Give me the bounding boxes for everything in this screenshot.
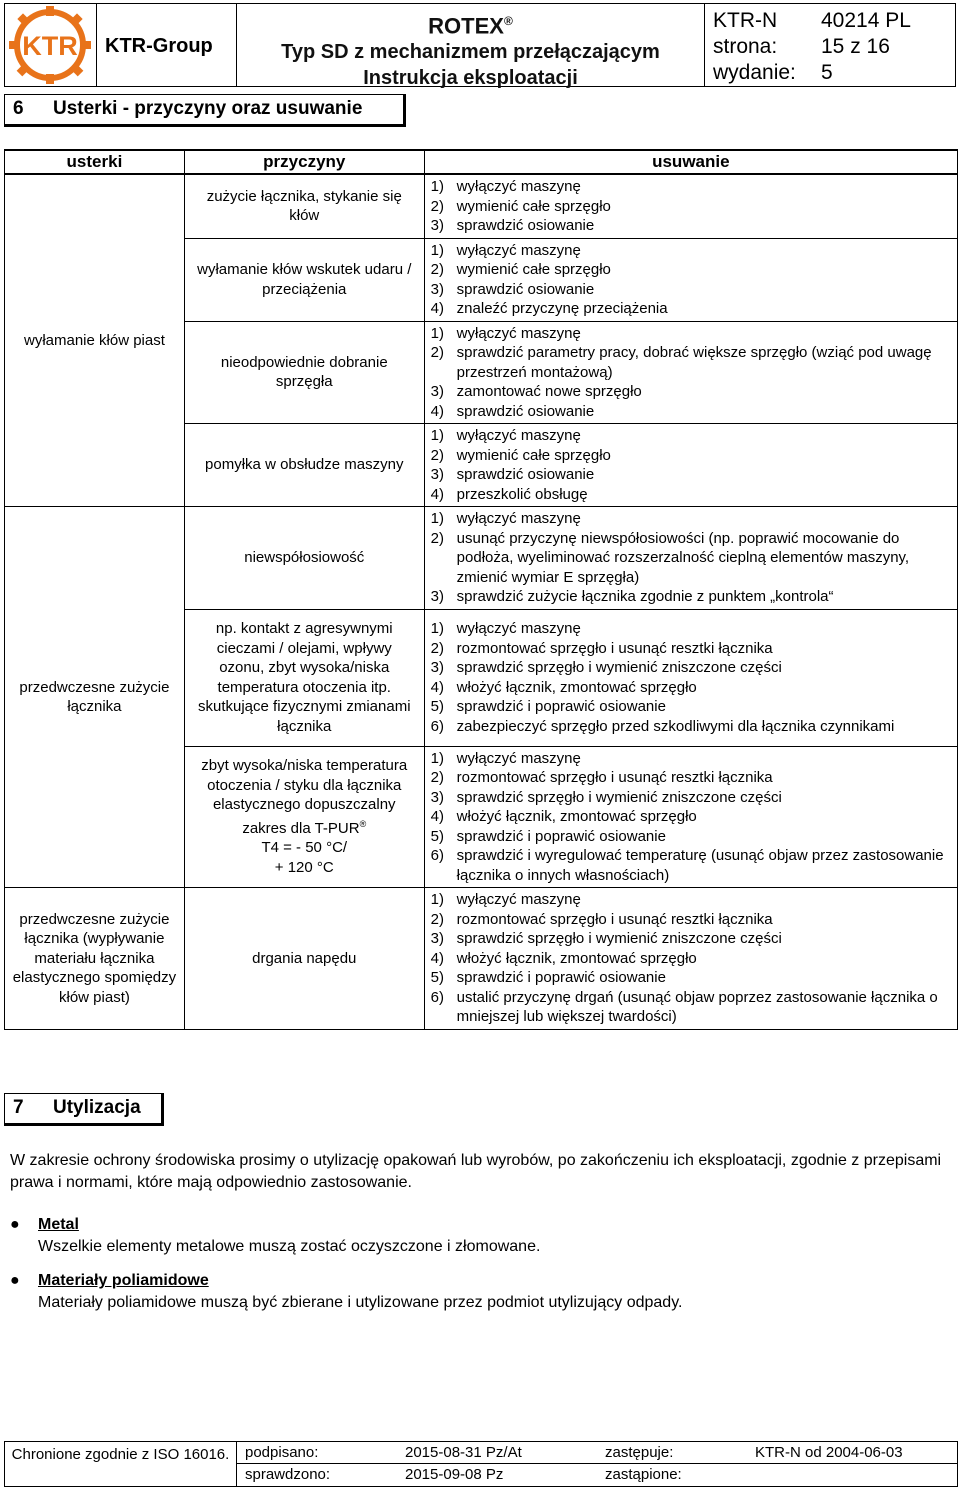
cause-cell: niewspółosiowość	[184, 507, 424, 610]
troubleshooting-table	[4, 149, 958, 1030]
error-cell: przedwczesne zużycie łącznika (wypływanie materiału łącznika elastycznego spomiędzy kłów piast)	[5, 888, 185, 1030]
cause-cell: drgania napędu	[184, 888, 424, 1030]
column-header: przyczyny	[184, 150, 424, 174]
remedy-step: 4) włożyć łącznik, zmontować sprzęgło	[430, 949, 697, 967]
remedy-cell	[424, 609, 957, 746]
cause-line: zbyt wysoka/niska temperatura otoczenia / styku dla łącznika elastycznego dopuszczalny zakres dla T-PUR®	[201, 757, 408, 837]
table-row	[5, 888, 958, 1030]
remedy-step: 2) rozmontować sprzęgło i usunąć resztki łącznika	[430, 910, 773, 928]
cause-cell: zużycie łącznika, stykanie się kłów	[184, 174, 424, 238]
remedy-step: 2) wymienić całe sprzęgło	[430, 197, 611, 215]
remedy-step: 5) sprawdzić i poprawić osiowanie	[430, 827, 666, 845]
remedy-step: 2) rozmontować sprzęgło i usunąć resztki łącznika	[430, 639, 773, 657]
bullet-icon: ●	[10, 1216, 20, 1233]
cause-cell	[184, 746, 424, 888]
remedy-step: 1) wyłączyć maszynę	[430, 324, 581, 342]
remedy-step: 3) sprawdzić sprzęgło i wymienić zniszczone części	[430, 659, 782, 676]
ktr-logo	[5, 4, 97, 86]
remedy-cell	[424, 888, 957, 1030]
cause-cell: pomyłka w obsłudze maszyny	[184, 424, 424, 507]
list-item-heading: Metal	[38, 1216, 79, 1233]
remedy-cell	[424, 174, 957, 238]
edition-row: wydanie: 5	[713, 61, 833, 84]
doc-number-row: KTR-N 40214 PL	[713, 9, 911, 32]
error-cell: wyłamanie kłów piast	[5, 174, 185, 507]
list-item-body: Wszelkie elementy metalowe muszą zostać oczyszczone i złomowane.	[38, 1238, 541, 1255]
remedy-step: 3) sprawdzić zużycie łącznika zgodnie z punktem „kontrola“	[430, 588, 834, 605]
product-name: Typ SD z mechanizmem przełączającym	[281, 41, 660, 64]
remedy-step: 1) wyłączyć maszynę	[430, 510, 581, 527]
remedy-cell	[424, 507, 957, 610]
remedy-step: 4) sprawdzić osiowanie	[430, 402, 595, 420]
bullet-icon: ●	[10, 1272, 20, 1289]
remedy-step: 1) wyłączyć maszynę	[430, 241, 581, 259]
error-cell: przedwczesne zużycie łącznika	[5, 507, 185, 888]
cause-line: T4 = - 50 °C/	[261, 839, 348, 857]
column-header: usuwanie	[424, 150, 957, 174]
section-heading-6: 6 Usterki - przyczyny oraz usuwanie	[4, 94, 406, 127]
document-meta	[705, 4, 955, 86]
remedy-step: 2) wymienić całe sprzęgło	[430, 446, 611, 464]
remedy-step: 2) usunąć przyczynę niewspółosiowości (np. poprawić mocowanie do podłoża, wyeliminować rozszerzalność cieplną elementów maszyny, zmienić wymiar E sprzęgła)	[430, 529, 910, 586]
utilization-intro: W zakresie ochrony środowiska prosimy o utylizację opakowań lub wyrobów, po zakończeniu ich eksploatacji, zgodnie z przepisami prawa i normami, które mają odpowiednio zastosowanie.	[10, 1152, 942, 1191]
remedy-step: 6) ustalić przyczynę drgań (usunąć objaw poprzez zastosowanie łącznika o mniejszej lub większej twardości)	[430, 988, 938, 1025]
table-header-row	[5, 150, 958, 174]
table-row	[5, 174, 958, 238]
remedy-step: 2) rozmontować sprzęgło i usunąć resztki łącznika	[430, 769, 773, 786]
list-item-body: Materiały poliamidowe muszą być zbierane i utylizowane przez podmiot utylizujący odpady.	[38, 1294, 683, 1311]
remedy-step: 3) sprawdzić sprzęgło i wymienić zniszczone części	[430, 788, 782, 806]
remedy-step: 4) znaleźć przyczynę przeciążenia	[430, 300, 668, 317]
remedy-step: 3) sprawdzić sprzęgło i wymienić zniszczone części	[430, 930, 782, 947]
remedy-step: 3) sprawdzić osiowanie	[430, 280, 595, 298]
remedy-step: 3) sprawdzić osiowanie	[430, 466, 595, 483]
remedy-step: 4) włożyć łącznik, zmontować sprzęgło	[430, 678, 697, 696]
page-row: strona: 15 z 16	[713, 35, 890, 58]
group-name: KTR-Group	[97, 4, 237, 86]
cause-cell: np. kontakt z agresywnymi cieczami / olejami, wpływy ozonu, zbyt wysoka/niska temperatura otoczenia itp. skutkujące fizycznymi zmianami łącznika	[184, 609, 424, 746]
remedy-step: 1) wyłączyć maszynę	[430, 427, 581, 444]
remedy-step: 3) zamontować nowe sprzęgło	[430, 383, 642, 400]
remedy-step: 1) wyłączyć maszynę	[430, 891, 581, 908]
table-row	[5, 507, 958, 610]
remedy-step: 1) wyłączyć maszynę	[430, 178, 581, 195]
remedy-step: 4) przeszkolić obsługę	[430, 485, 588, 503]
document-header	[4, 3, 956, 90]
cause-line: + 120 °C	[274, 858, 334, 876]
cause-cell: wyłamanie kłów wskutek udaru / przeciążenia	[184, 238, 424, 321]
remedy-step: 3) sprawdzić osiowanie	[430, 217, 595, 234]
remedy-step: 1) wyłączyć maszynę	[430, 749, 581, 767]
footer-row: podpisano: 2015-08-31 Pz/At zastępuje: KTR-N od 2004-06-03	[237, 1442, 957, 1464]
remedy-step: 5) sprawdzić i poprawić osiowanie	[430, 698, 666, 715]
document-footer	[4, 1441, 958, 1487]
remedy-cell	[424, 424, 957, 507]
remedy-cell	[424, 238, 957, 321]
remedy-cell	[424, 746, 957, 888]
remedy-step: 6) sprawdzić i wyregulować temperaturę (usunąć objaw przez zastosowanie łącznika o innych własnościach)	[430, 847, 944, 884]
ktr-logo-icon	[5, 4, 95, 86]
remedy-step: 2) sprawdzić parametry pracy, dobrać większe sprzęgło (wziąć pod uwagę przestrzeń montażową)	[430, 344, 932, 381]
protection-note: Chronione zgodnie z ISO 16016.	[5, 1442, 237, 1486]
column-header: usterki	[5, 150, 185, 174]
brand-name: ROTEX®	[428, 13, 513, 39]
remedy-step: 6) zabezpieczyć sprzęgło przed szkodliwymi dla łącznika czynnikami	[430, 717, 895, 735]
remedy-cell	[424, 321, 957, 424]
remedy-step: 5) sprawdzić i poprawić osiowanie	[430, 969, 666, 986]
section-heading-7: 7 Utylizacja	[4, 1093, 164, 1126]
document-title-block	[237, 4, 705, 90]
document-type: Instrukcja eksploatacji	[363, 67, 578, 90]
remedy-step: 2) wymienić całe sprzęgło	[430, 261, 611, 278]
remedy-step: 1) wyłączyć maszynę	[430, 620, 581, 637]
cause-cell: nieodpowiednie dobranie sprzęgła	[184, 321, 424, 424]
list-item-heading: Materiały poliamidowe	[38, 1272, 209, 1289]
remedy-step: 4) włożyć łącznik, zmontować sprzęgło	[430, 808, 697, 825]
footer-row: sprawdzono: 2015-09-08 Pz zastąpione:	[245, 1466, 682, 1483]
svg-text:KTR: KTR	[22, 31, 78, 61]
